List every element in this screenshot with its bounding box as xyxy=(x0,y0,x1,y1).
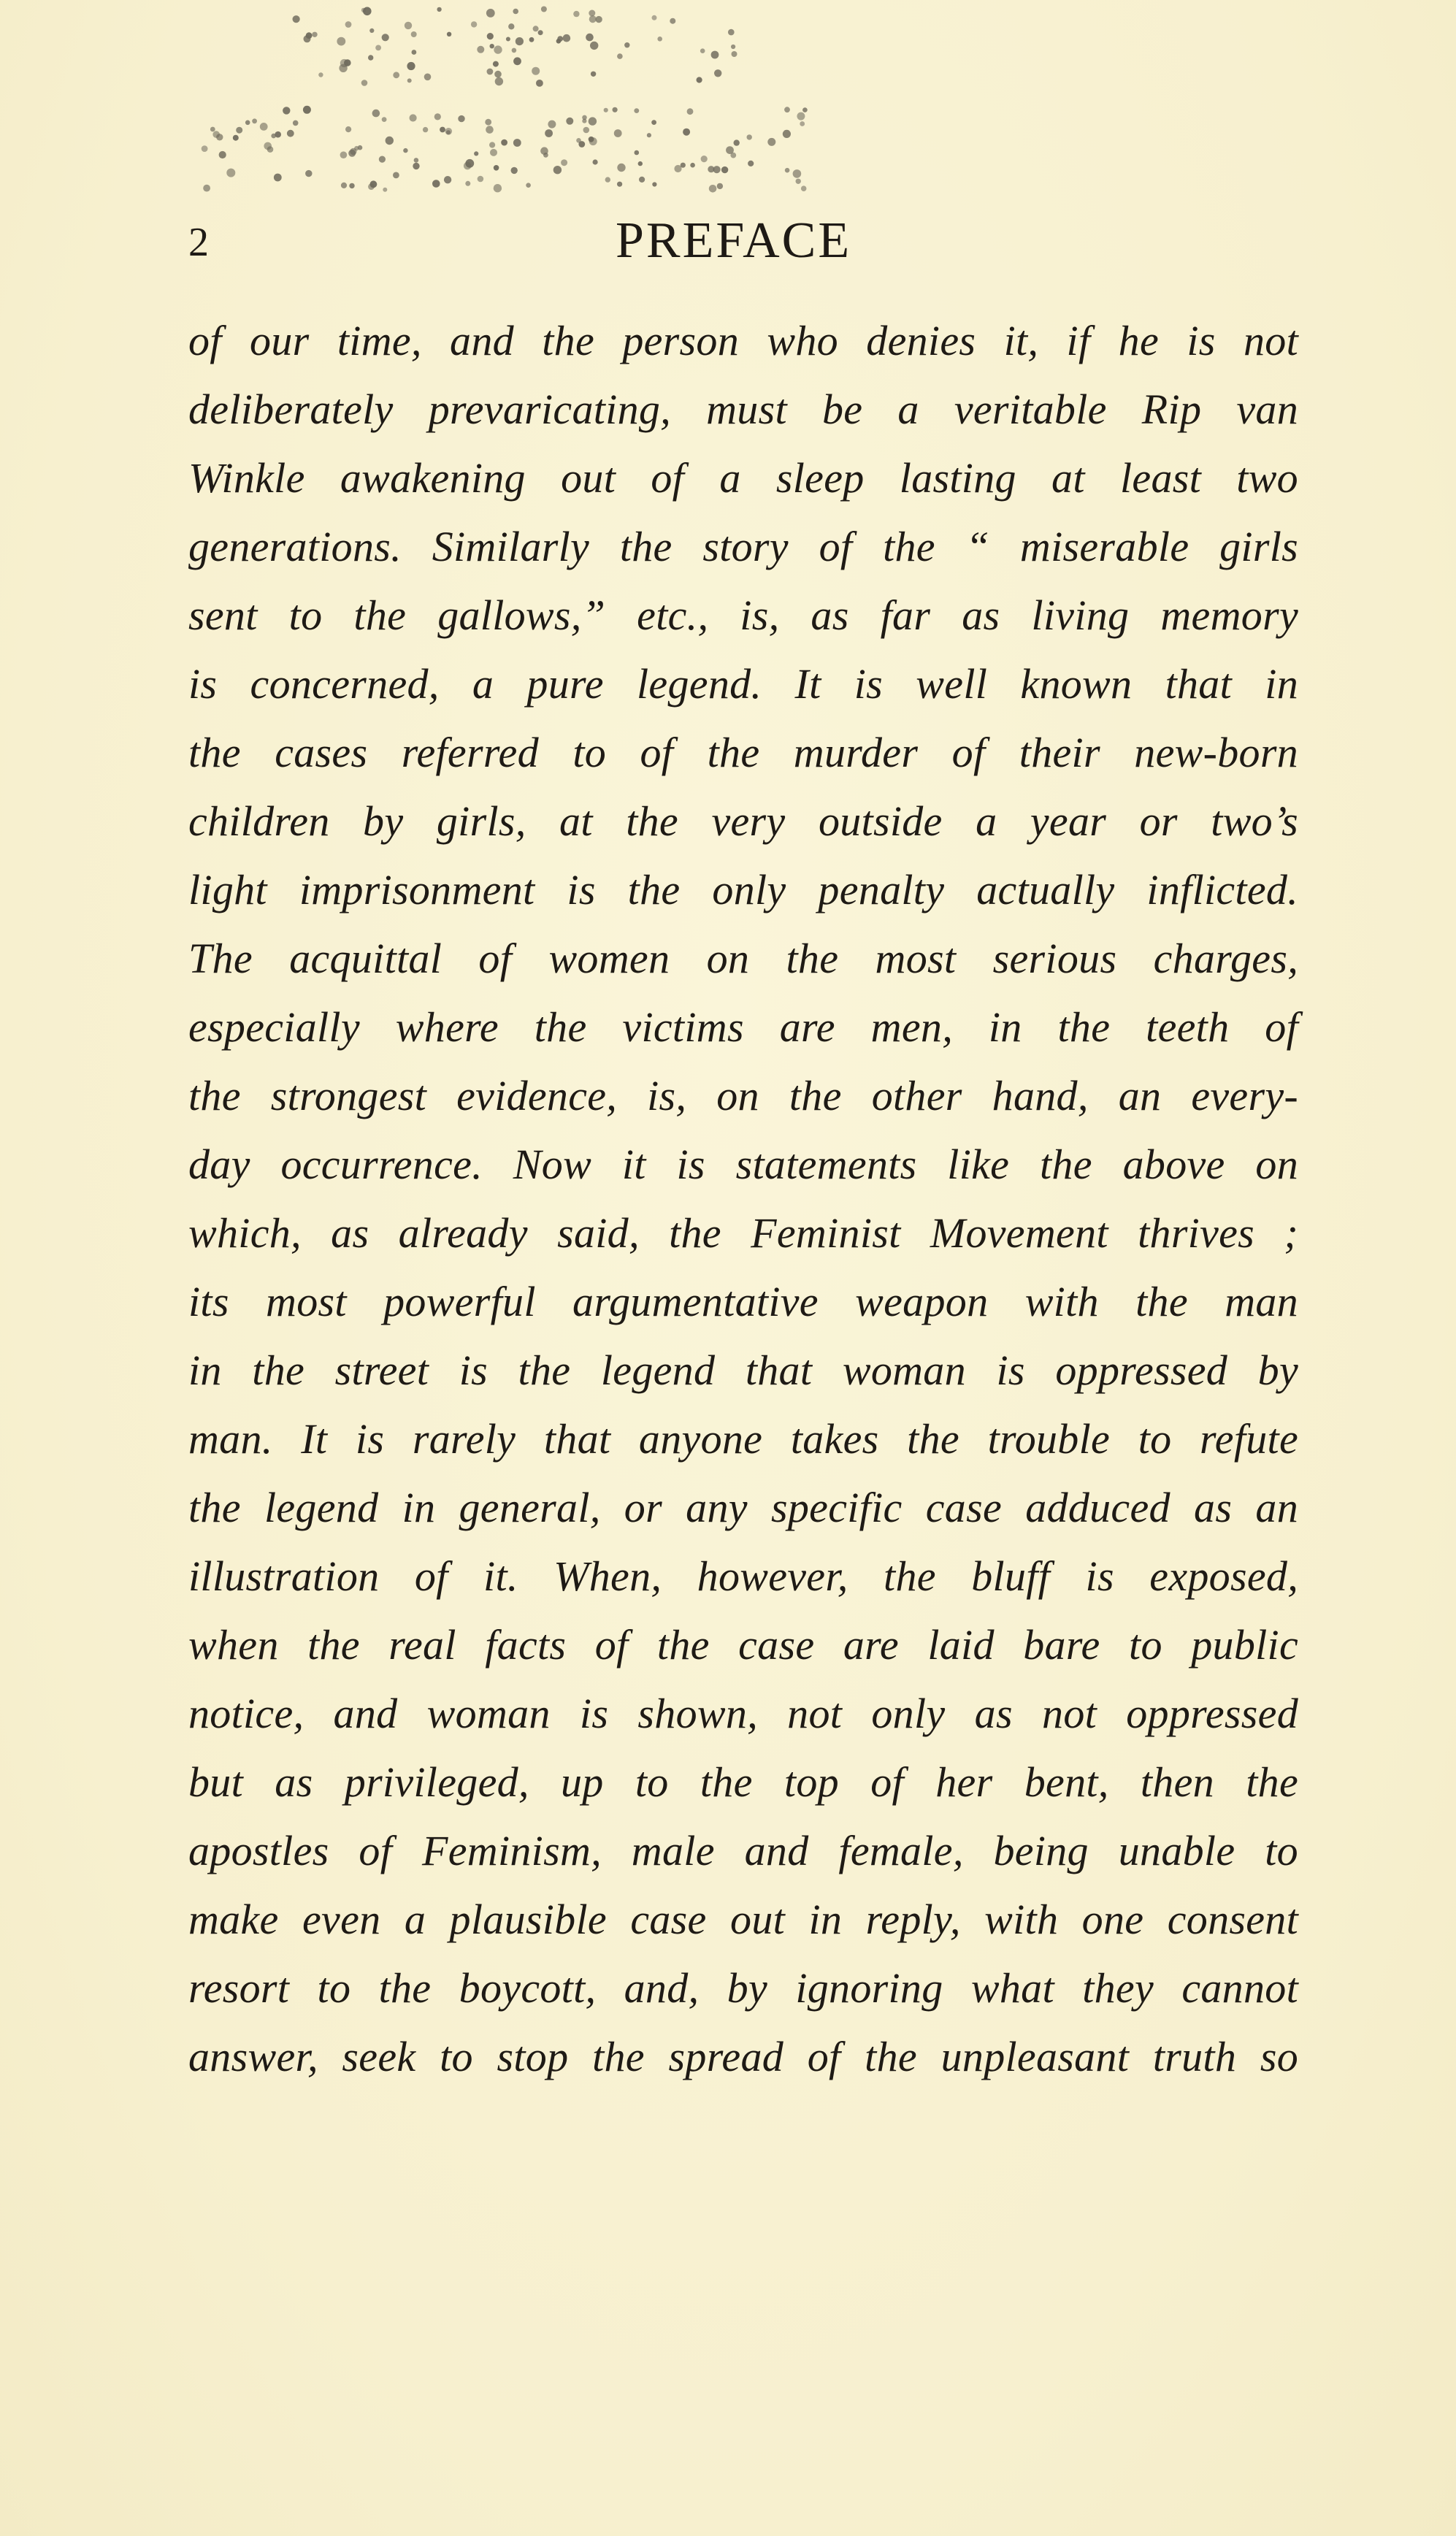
text-line: man. It is rarely that anyone takes the trouble to refute xyxy=(188,1415,1298,1463)
text-line: notice, and woman is shown, not only as not oppressed xyxy=(188,1690,1298,1737)
page-number: 2 xyxy=(188,220,210,265)
text-line: illustration of it. When, however, the bluff is exposed, xyxy=(188,1552,1298,1600)
text-line: light imprisonment is the only penalty actually inflicted. xyxy=(188,866,1298,913)
text-line: in the street is the legend that woman is oppressed by xyxy=(188,1346,1298,1394)
text-line: Winkle awakening out of a sleep lasting at least two xyxy=(188,454,1298,502)
text-line: its most powerful argumentative weapon with the man xyxy=(188,1278,1298,1325)
text-line: sent to the gallows,” etc., is, as far as living memory xyxy=(188,591,1298,639)
text-line: the cases referred to of the murder of their new-born xyxy=(188,729,1298,776)
text-line: of our time, and the person who denies it, if he is not xyxy=(188,317,1298,364)
text-line: children by girls, at the very outside a year or two’s xyxy=(188,797,1298,845)
running-title: PREFACE xyxy=(616,212,852,269)
text-line: make even a plausible case out in reply, with one consent xyxy=(188,1896,1298,1943)
text-line: is concerned, a pure legend. It is well known that in xyxy=(188,660,1298,708)
text-line: the legend in general, or any specific case adduced as an xyxy=(188,1484,1298,1531)
text-line: especially where the victims are men, in the teeth of xyxy=(188,1003,1298,1051)
body-text xyxy=(188,307,1298,2091)
running-head xyxy=(188,212,1297,277)
text-line: the strongest evidence, is, on the other hand, an every- xyxy=(188,1072,1298,1119)
text-line: which, as already said, the Feminist Movement thrives ; xyxy=(188,1209,1298,1257)
text-line: apostles of Feminism, male and female, being unable to xyxy=(188,1827,1298,1874)
text-line: The acquittal of women on the most serious charges, xyxy=(188,935,1298,982)
text-line: answer, seek to stop the spread of the unpleasant truth so xyxy=(188,2033,1298,2080)
text-line: when the real facts of the case are laid bare to public xyxy=(188,1621,1298,1669)
text-line: generations. Similarly the story of the “ miserable girls xyxy=(188,523,1298,570)
text-line: deliberately prevaricating, must be a veritable Rip van xyxy=(188,386,1298,433)
text-line: resort to the boycott, and, by ignoring what they cannot xyxy=(188,1964,1298,2012)
text-line: but as privileged, up to the top of her bent, then the xyxy=(188,1758,1298,1806)
text-line: day occurrence. Now it is statements like the above on xyxy=(188,1141,1298,1188)
library-perforation-stamp xyxy=(197,0,825,197)
